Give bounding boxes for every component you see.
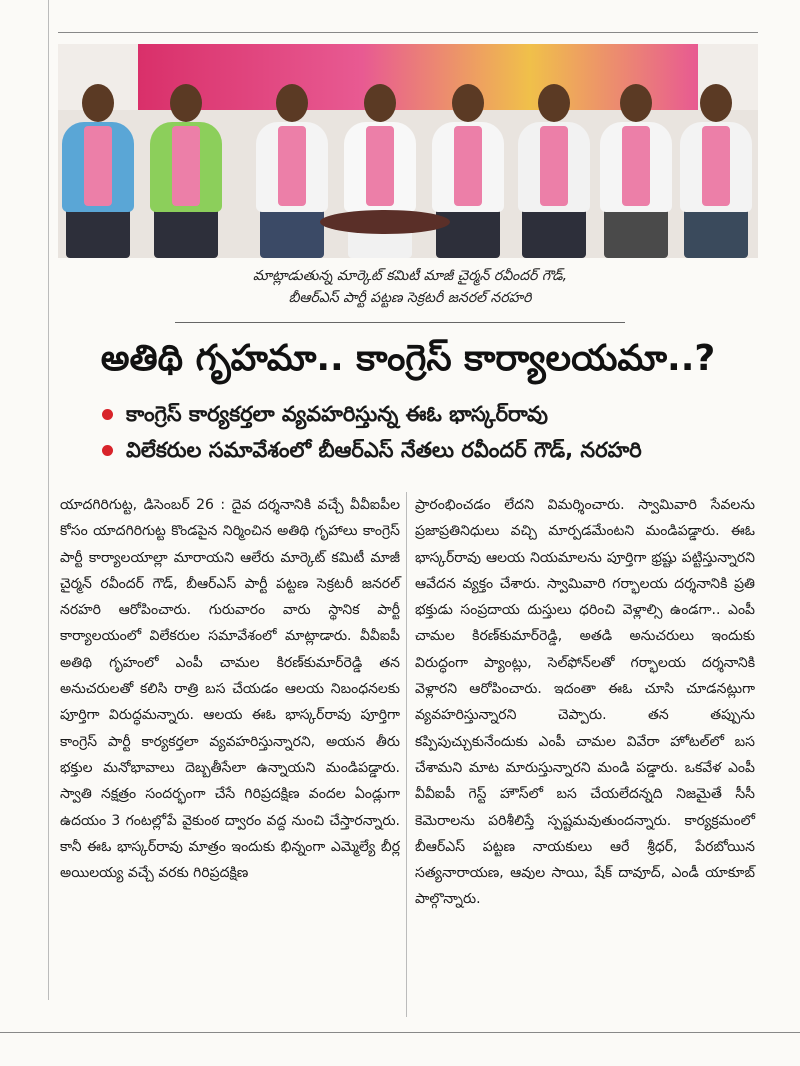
person-3	[252, 84, 332, 258]
top-divider	[58, 32, 758, 33]
bullet-dot-icon	[102, 409, 113, 420]
article-photo	[58, 44, 758, 258]
bullet-text: కాంగ్రెస్ కార్యకర్తలా వ్యవహరిస్తున్న ఈఓ భాస్కర్‌రావు	[126, 402, 549, 426]
bullet-dot-icon	[102, 445, 113, 456]
caption-line-2: బీఆర్ఎస్ పార్టీ పట్టణ సెక్రటరీ జనరల్ నరహరి	[288, 290, 532, 306]
subheading-bullets	[102, 396, 742, 468]
caption-divider	[175, 322, 625, 323]
person-7	[596, 84, 676, 258]
person-5	[428, 84, 508, 258]
column-divider	[406, 492, 407, 1017]
coffee-table	[320, 210, 450, 234]
bullet-text: విలేకరుల సమావేశంలో బీఆర్ఎస్ నేతలు రవీందర్ గౌడ్, నరహరి	[126, 438, 642, 462]
person-1	[58, 84, 138, 258]
bullet-item	[102, 432, 742, 468]
caption-line-1: మాట్లాడుతున్న మార్కెట్ కమిటీ మాజీ చైర్మన్ రవీందర్ గౌడ్,	[252, 268, 568, 284]
bullet-item	[102, 396, 742, 432]
photo-caption	[90, 265, 730, 309]
page-edge-rule	[48, 0, 49, 1000]
person-8	[676, 84, 756, 258]
person-2	[146, 84, 226, 258]
article-column-right: ప్రారంభించడం లేదని విమర్శించారు. స్వామివారి సేవలను ప్రజాప్రతినిధులు వచ్చి మార్పడమేంటని మండిపడ్డారు. ఈఓ భాస్కర్‌రావు ఆలయ నియమాలను పూర్తిగా భ్రష్టు పట్టిస్తున్నారని ఆవేదన వ్యక్తం చేశారు. స్వామివారి గర్భాలయ దర్శనానికి ప్రతి భక్తుడు సంప్రదాయ దుస్తులు ధరించి వెళ్లాల్సి ఉండగా.. ఎంపీ చామల కిరణ్‌కుమార్‌రెడ్డి, అతడి అనుచరులు ఇందుకు విరుద్ధంగా ప్యాంట్లు, సెల్‌ఫోన్‌లతో గర్భాలయ దర్శనానికి వెళ్లారని ఆరోపించారు. ఇదంతా ఈఓ చూసి చూడనట్లుగా వ్యవహరిస్తున్నారని చెప్పారు. తన తప్పును కప్పిపుచ్చుకునేందుకు ఎంపీ చామల వివేరా హోటల్‌లో బస చేశామని మాట మారుస్తున్నారని మండి పడ్డారు. ఒకవేళ ఎంపీ వీవీఐపీ గెస్ట్ హౌస్‌లో బస చేయలేదన్నది నిజమైతే సీసీ కెమెరాలను పరిశీలిస్తే స్పష్టమవుతుందన్నారు. కార్యక్రమంలో బీఆర్ఎస్ పట్టణ నాయకులు ఆరే శ్రీధర్, పేరబోయిన సత్యనారాయణ, ఆవుల సాయి, షేక్ దావూద్, ఎండీ యాకూబ్ పాల్గొన్నారు.	[415, 497, 755, 908]
bottom-divider	[0, 1032, 800, 1033]
person-6	[514, 84, 594, 258]
headline: అతిథి గృహమా.. కాంగ్రెస్ కార్యాలయమా..?	[100, 338, 716, 379]
article-column-left: యాదగిరిగుట్ట, డిసెంబర్ 26 : దైవ దర్శనానికి వచ్చే వీవీఐపీల కోసం యాదగిరిగుట్ట కొండపైన నిర్మించిన అతిథి గృహాలు కాంగ్రెస్ పార్టీ కార్యాలయాల్లా మారాయని ఆలేరు మార్కెట్ కమిటీ మాజీ చైర్మన్ రవీందర్ గౌడ్, బీఆర్ఎస్ పార్టీ పట్టణ సెక్రటరీ జనరల్ నరహరి ఆరోపించారు. గురువారం వారు స్థానిక పార్టీ కార్యాలయంలో విలేకరుల సమావేశంలో మాట్లాడారు. వీవీఐపీ అతిథి గృహంలో ఎంపీ చామల కిరణ్‌కుమార్‌రెడ్డి తన అనుచరులతో కలిసి రాత్రి బస చేయడం ఆలయ నిబంధనలకు పూర్తిగా విరుద్ధమన్నారు. ఆలయ ఈఓ భాస్కర్‌రావు పూర్తిగా కాంగ్రెస్ పార్టీ కార్యకర్తలా వ్యవహరిస్తున్నారని, అయన తీరు భక్తుల మనోభావాలు దెబ్బతీసేలా ఉన్నాయని మండిపడ్డారు. స్వాతి నక్షత్రం సందర్భంగా చేసే గిరిప్రదక్షిణ వందల ఏండ్లుగా ఉదయం 3 గంటల్లోపే వైకుంఠ ద్వారం వద్ద నుంచి చేస్తారన్నారు. కానీ ఈఓ భాస్కర్‌రావు మాత్రం ఇందుకు భిన్నంగా ఎమ్మెల్యే బీర్ల అయిలయ్య వచ్చే వరకు గిరిప్రదక్షిణ	[60, 497, 400, 882]
